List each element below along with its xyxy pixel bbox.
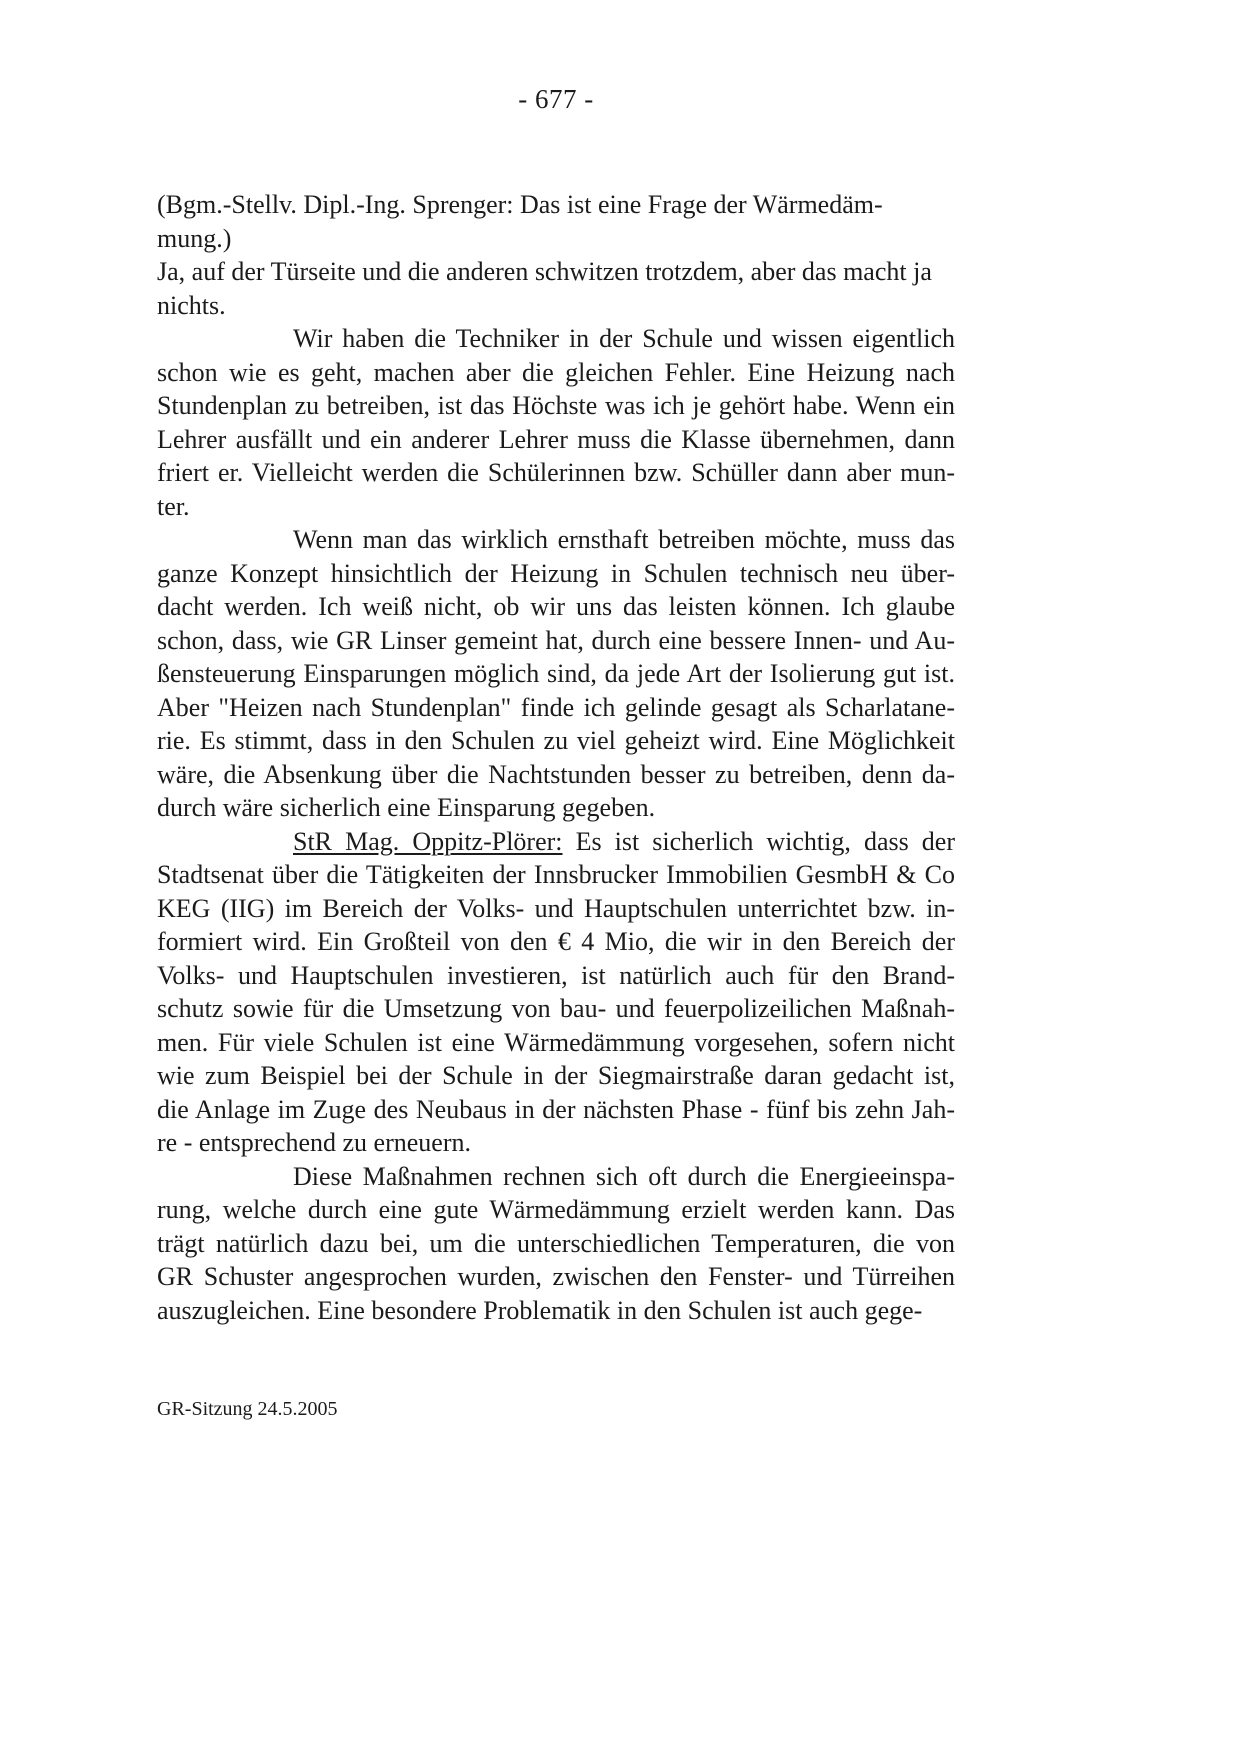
text-line <box>157 959 955 993</box>
text-segment: re - entsprechend zu erneuern. <box>157 1128 471 1157</box>
text-line <box>157 724 955 758</box>
text-line <box>157 423 955 457</box>
text-segment: Es ist sicherlich wichtig, dass der <box>562 826 955 856</box>
text-segment: wäre, die Absenkung über die Nachtstunden besser zu betreiben, denn da- <box>157 759 955 789</box>
text-segment: GR Schuster angesprochen wurden, zwischen den Fenster- und Türreihen <box>157 1262 955 1291</box>
paragraph <box>157 322 955 523</box>
text-line <box>157 858 955 892</box>
paragraph <box>157 255 955 322</box>
text-line <box>157 992 955 1026</box>
text-segment: Volks- und Hauptschulen investieren, ist natürlich auch für den Brand- <box>157 960 955 990</box>
text-segment: wie zum Beispiel bei der Schule in der Siegmairstraße daran gedacht ist, <box>157 1061 955 1090</box>
text-segment: durch wäre sicherlich eine Einsparung gegeben. <box>157 793 656 822</box>
text-segment: (Bgm.-Stellv. Dipl.-Ing. Sprenger: Das ist eine Frage der Wärmedäm- <box>157 190 883 219</box>
text-line <box>157 356 955 390</box>
text-line <box>157 255 955 289</box>
text-line <box>157 892 955 926</box>
document-body <box>157 188 955 1327</box>
text-segment: nichts. <box>157 290 226 320</box>
text-segment: Lehrer ausfällt und ein anderer Lehrer muss die Klasse übernehmen, dann <box>157 424 955 454</box>
text-line <box>157 791 955 825</box>
text-segment: dacht werden. Ich weiß nicht, ob wir uns das leisten können. Ich glaube <box>157 592 955 621</box>
text-segment: men. Für viele Schulen ist eine Wärmedämmung vorgesehen, sofern nicht <box>157 1027 955 1057</box>
text-line <box>157 456 955 490</box>
text-line <box>157 1093 955 1127</box>
text-line <box>157 624 955 658</box>
text-line <box>157 1160 955 1194</box>
text-segment: rung, welche durch eine gute Wärmedämmung erzielt werden kann. Das <box>157 1195 955 1224</box>
text-line <box>157 1227 955 1261</box>
text-segment: Ja, auf der Türseite und die anderen schwitzen trotzdem, aber das macht ja <box>157 257 932 286</box>
text-line <box>157 1059 955 1093</box>
text-line <box>157 691 955 725</box>
text-segment: formiert wird. Ein Großteil von den € 4 Mio, die wir in den Bereich der <box>157 927 955 956</box>
text-line <box>157 1126 955 1160</box>
paragraph <box>157 523 955 825</box>
text-line <box>157 1026 955 1060</box>
text-line <box>157 188 955 222</box>
text-segment: Stundenplan zu betreiben, ist das Höchste was ich je gehört habe. Wenn ein <box>157 391 955 420</box>
paragraph <box>157 188 955 255</box>
text-line <box>157 657 955 691</box>
paragraph <box>157 825 955 1160</box>
text-segment: auszugleichen. Eine besondere Problematik in den Schulen ist auch gege- <box>157 1295 923 1325</box>
speaker-name: StR Mag. Oppitz-Plörer: <box>293 826 563 856</box>
text-line <box>157 1193 955 1227</box>
text-line <box>157 523 955 557</box>
text-segment: Wenn man das wirklich ernsthaft betreiben möchte, muss das <box>293 525 955 554</box>
text-line <box>157 389 955 423</box>
text-line <box>157 222 955 256</box>
text-segment: KEG (IIG) im Bereich der Volks- und Hauptschulen unterrichtet bzw. in- <box>157 893 955 923</box>
text-line <box>157 825 955 859</box>
text-line <box>157 590 955 624</box>
text-segment: Diese Maßnahmen rechnen sich oft durch die Energieeinspa- <box>293 1161 955 1191</box>
text-segment: ter. <box>157 491 190 521</box>
text-segment: die Anlage im Zuge des Neubaus in der nächsten Phase - fünf bis zehn Jah- <box>157 1094 955 1124</box>
page-number: - 677 - <box>518 84 594 114</box>
text-line <box>157 758 955 792</box>
text-line <box>157 1260 955 1294</box>
text-segment: schon wie es geht, machen aber die gleichen Fehler. Eine Heizung nach <box>157 357 955 387</box>
paragraph <box>157 1160 955 1328</box>
text-segment: schutz sowie für die Umsetzung von bau- und feuerpolizeilichen Maßnah- <box>157 994 955 1023</box>
text-segment: Stadtsenat über die Tätigkeiten der Innsbrucker Immobilien GesmbH & Co <box>157 860 955 889</box>
text-segment: trägt natürlich dazu bei, um die unterschiedlichen Temperaturen, die von <box>157 1228 955 1258</box>
text-segment: ßensteuerung Einsparungen möglich sind, da jede Art der Isolierung gut ist. <box>157 659 955 688</box>
text-line <box>157 1294 955 1328</box>
text-line <box>157 289 955 323</box>
text-segment: friert er. Vielleicht werden die Schülerinnen bzw. Schüller dann aber mun- <box>157 458 955 487</box>
text-segment: schon, dass, wie GR Linser gemeint hat, durch eine bessere Innen- und Au- <box>157 625 955 655</box>
page-footer: GR-Sitzung 24.5.2005 <box>157 1398 338 1420</box>
text-line <box>157 557 955 591</box>
text-segment: rie. Es stimmt, dass in den Schulen zu viel geheizt wird. Eine Möglichkeit <box>157 726 955 755</box>
text-segment: Aber "Heizen nach Stundenplan" finde ich gelinde gesagt als Scharlatane- <box>157 692 955 722</box>
text-segment: Wir haben die Techniker in der Schule und wissen eigentlich <box>293 324 955 353</box>
text-segment: mung.) <box>157 223 232 253</box>
text-line <box>157 925 955 959</box>
text-line <box>157 322 955 356</box>
text-line <box>157 490 955 524</box>
text-segment: ganze Konzept hinsichtlich der Heizung in Schulen technisch neu über- <box>157 558 955 588</box>
